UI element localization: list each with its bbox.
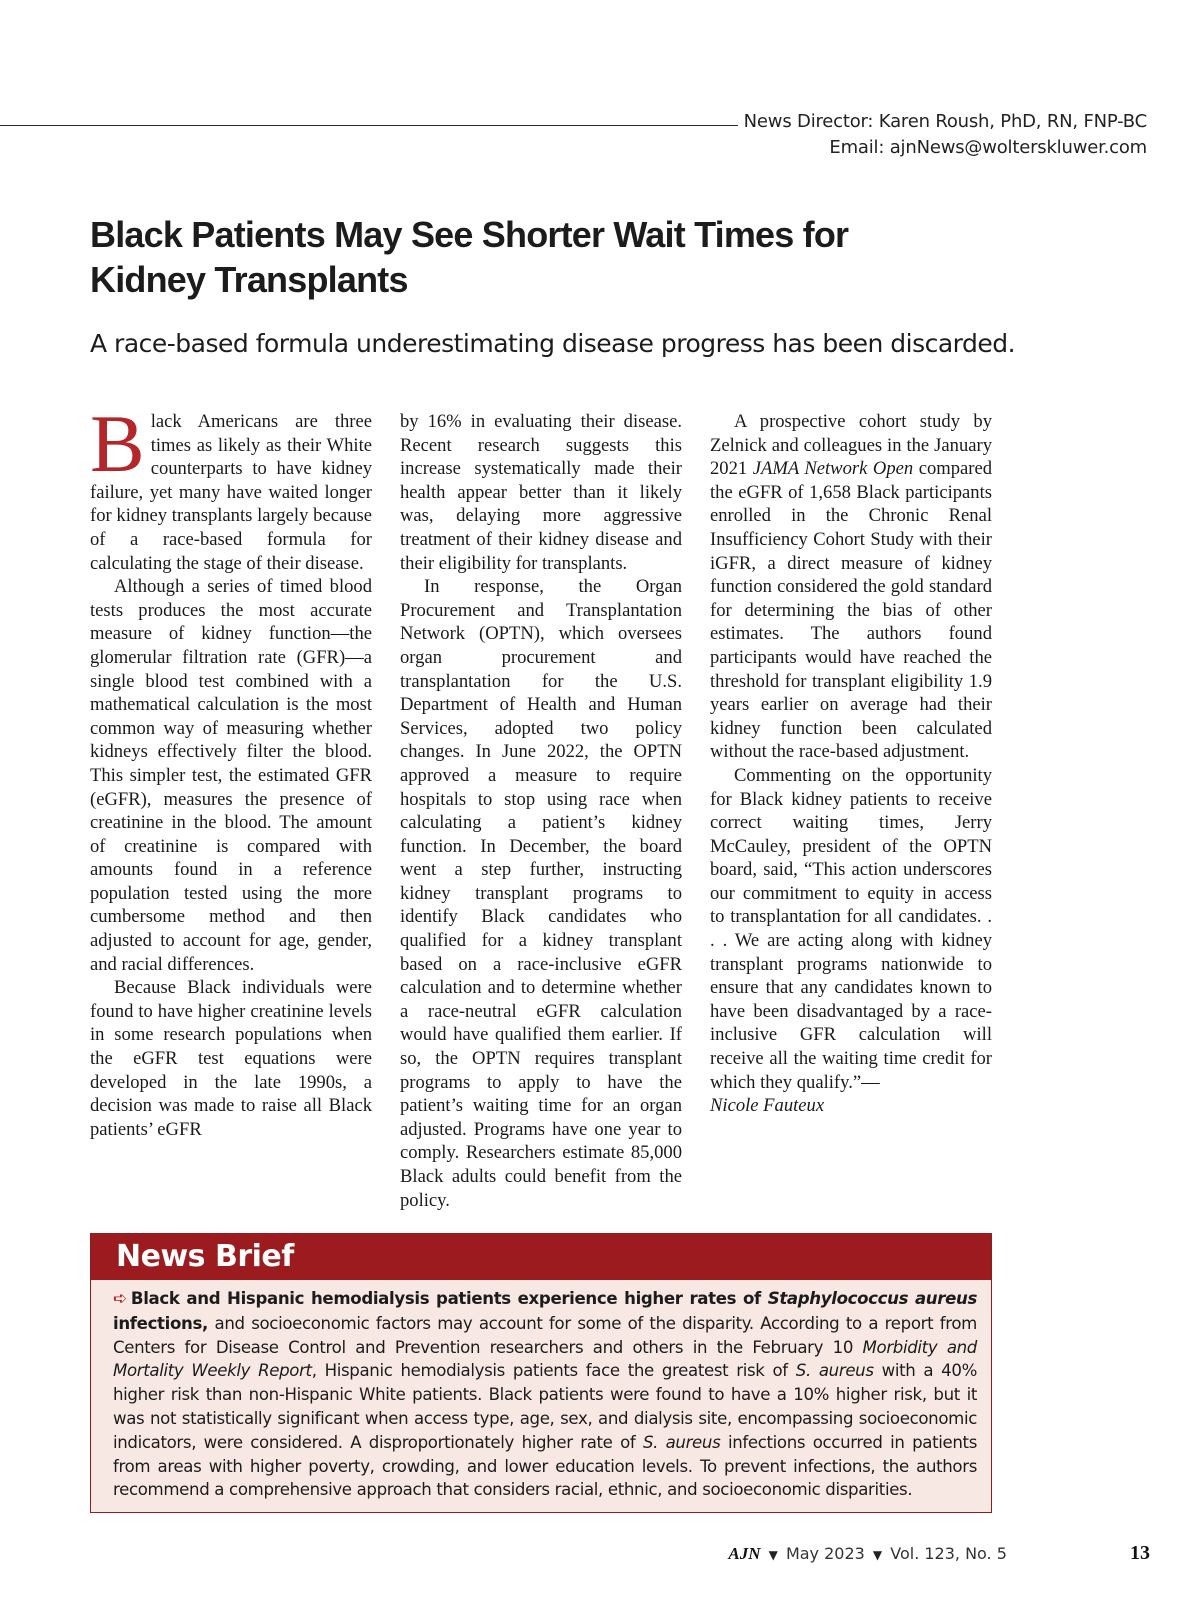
brief-text-3: with a 40% higher risk than non-Hispanic White patients. Black patients were found to have a 10% higher risk, but it was not statistically significant when access type, age, sex, and dialysis site, encompassing socioeconomic indicators, were considered. A disproportionately higher rate of <box>113 1361 978 1452</box>
article-title-line1: Black Patients May See Shorter Wait Times for <box>90 214 849 255</box>
brief-lead-species: Staphylococcus aureus <box>767 1289 977 1308</box>
brief-text-4: infections occurred in patients from areas with higher poverty, crowding, and lower education levels. To prevent infections, the authors recommend a comprehensive approach that considers racial, ethnic, and socioeconomic disparities. <box>113 1432 977 1500</box>
footer-volume: Vol. 123, No. 5 <box>890 1544 1007 1563</box>
brief-report-title: Morbidity and Mortality Weekly Report <box>113 1337 977 1381</box>
journal-title: JAMA Network Open <box>752 458 914 480</box>
paragraph-5-text-a: A prospective cohort study by Zelnick and colleagues in the January 2021 <box>710 411 992 480</box>
brief-species-1: S. aureus <box>795 1361 874 1381</box>
brief-lead: Black and Hispanic hemodialysis patients experience higher rates of <box>130 1289 768 1308</box>
news-brief-body <box>91 1280 991 1502</box>
arrow-icon: ➪ <box>113 1289 127 1309</box>
article-column-1 <box>90 398 372 1141</box>
paragraph-3-continued: by 16% in evaluating their disease. Recent research suggests this increase systematically made their health appear better than it likely was, delaying more aggressive treatment of their kidney disease and their eligibility for transplants. <box>400 411 682 574</box>
byline: Nicole Fauteux <box>710 1095 825 1117</box>
paragraph-6 <box>710 764 992 1118</box>
footer-date: May 2023 <box>785 1544 865 1563</box>
page-footer <box>728 1542 1150 1566</box>
article-column-2 <box>400 410 682 1212</box>
article-title-line2: Kidney Transplants <box>90 259 408 300</box>
paragraph-4: In response, the Organ Procurement and Transplantation Network (OPTN), which oversees organ procurement and transplantation for the U.S. Department of Health and Human Services, adopted two policy changes. In June 2022, the OPTN approved a measure to require hospitals to stop using race when calculating a patient’s kidney function. In December, the board went a step further, instructing kidney transplant programs to identify Black candidates who qualified for a kidney transplant based on a race-inclusive eGFR calculation and to determine whether a race-neutral eGFR calculation would have qualified them earlier. If so, the OPTN requires transplant programs to apply to have the patient’s waiting time for an organ adjusted. Programs have one year to comply. Researchers estimate 85,000 Black adults could benefit from the policy. <box>400 576 682 1211</box>
article-column-3 <box>710 410 992 1118</box>
news-director-name: News Director: Karen Roush, PhD, RN, FNP-BC <box>743 111 1147 132</box>
article-deck: A race-based formula underestimating disease progress has been discarded. <box>90 329 1016 358</box>
triangle-icon: ▼ <box>768 1548 778 1562</box>
paragraph-2: Although a series of timed blood tests produces the most accurate measure of kidney function—the glomerular filtration rate (GFR)—a single blood test combined with a mathematical calculation is the most common way of measuring whether kidneys effectively filter the blood. This simpler test, the estimated GFR (eGFR), measures the presence of creatinine in the blood. The amount of creatinine is compared with amounts found in a reference population tested using the more cumbersome method and then adjusted to account for age, gender, and racial differences. <box>90 576 372 975</box>
article-title <box>90 212 1050 302</box>
brief-species-2: S. aureus <box>642 1432 721 1452</box>
paragraph-5 <box>710 410 992 764</box>
news-brief-heading: News Brief <box>91 1234 991 1280</box>
news-director-credit <box>744 109 1147 161</box>
header-rule <box>0 125 738 126</box>
triangle-icon: ▼ <box>872 1548 883 1562</box>
news-director-email: Email: ajnNews@wolterskluwer.com <box>829 137 1147 158</box>
paragraph-1-text: lack Americans are three times as likely as their White counterparts to have kidney failure, yet many have waited longer for kidney transplants largely because of a race-based formula for calculating the stage of their disease. <box>90 411 372 574</box>
footer-journal: AJN <box>728 1544 761 1563</box>
paragraph-6-text: Commenting on the opportunity for Black kidney patients to receive correct waiting times, Jerry McCauley, president of the OPTN board, said, “This action underscores our commitment to equity in access to transplantation for all candidates. . . . We are acting along with kidney transplant programs nationwide to ensure that any candidates known to have been disadvantaged by a race-inclusive GFR calculation will receive all the waiting time credit for which they qualify.”— <box>710 764 992 1093</box>
paragraph-1 <box>90 398 372 575</box>
brief-text-1: and socioeconomic factors may account for some of the disparity. According to a report from Centers for Disease Control and Prevention researchers and others in the February 10 <box>113 1313 977 1357</box>
paragraph-5-text-b: compared the eGFR of 1,658 Black participants enrolled in the Chronic Renal Insufficiency Cohort Study with their iGFR, a direct measure of kidney function considered the gold standard for determining the bias of other estimates. The authors found participants would have reached the threshold for transplant eligibility 1.9 years earlier on average had their kidney function been calculated without the race-based adjustment. <box>710 458 992 763</box>
news-brief-box <box>90 1233 992 1513</box>
page-number: 13 <box>1130 1542 1150 1564</box>
paragraph-3: Because Black individuals were found to have higher creatinine levels in some research populations when the eGFR test equations were developed in the late 1990s, a decision was made to raise all Black patients’ eGFR <box>90 977 372 1140</box>
brief-lead-end: infections, <box>113 1313 208 1333</box>
drop-cap: B <box>90 398 145 489</box>
brief-text-2: , Hispanic hemodialysis patients face the greatest risk of <box>311 1361 796 1381</box>
